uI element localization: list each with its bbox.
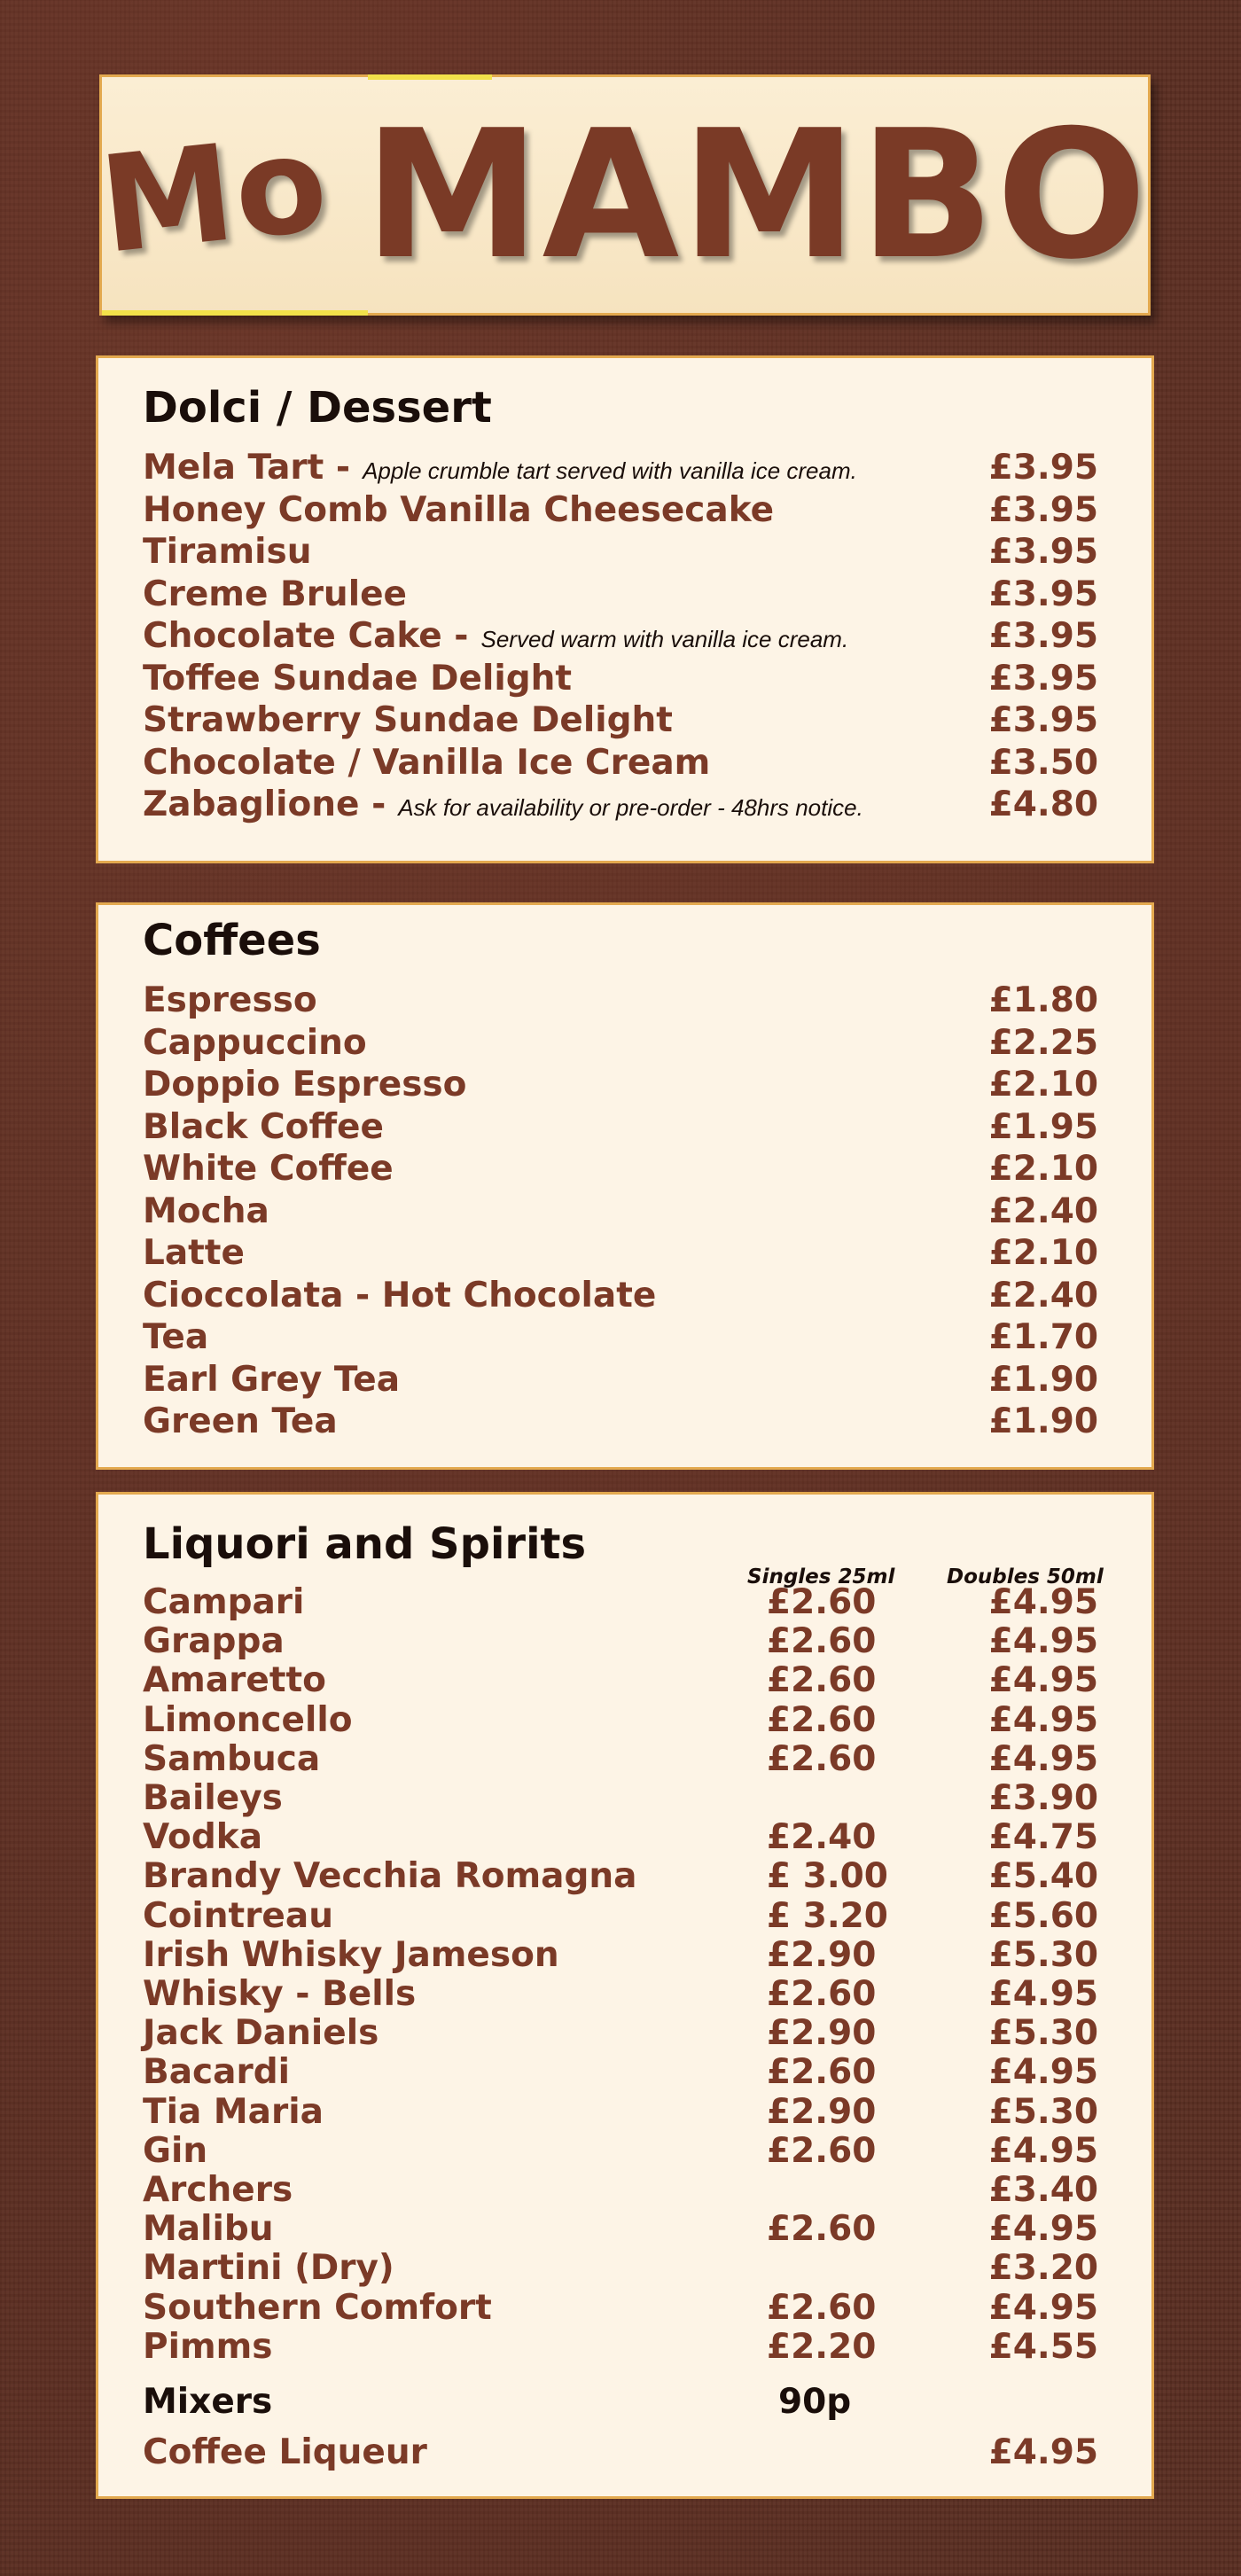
item-price: £3.95 [988,448,1098,488]
coffee-liqueur-price: £4.95 [988,2432,1098,2472]
single-price: £2.90 [767,1934,877,1975]
single-price: £2.60 [767,1660,877,1701]
spirit-item [143,2169,1098,2211]
item-name: Chocolate / Vanilla Ice Cream [143,742,711,783]
double-price: £4.95 [988,1974,1098,2014]
double-price: £5.30 [988,1934,1098,1975]
item-name: Sambuca [143,1738,321,1779]
coffee-item [143,1316,1098,1358]
single-price: £2.20 [767,2326,877,2367]
coffee-item [143,1148,1098,1190]
coffee-item [143,1232,1098,1274]
double-price: £4.95 [988,2052,1098,2093]
logo-part-mo: Mo [93,106,336,284]
coffee-item [143,1275,1098,1316]
item-name: Baileys [143,1778,283,1818]
dessert-item [143,658,1098,699]
item-name: Irish Whisky Jameson [143,1934,559,1975]
item-name: Tia Maria [143,2091,324,2132]
dessert-title: Dolci / Dessert [143,383,492,433]
singles-column-header: Singles 25ml [747,1565,895,1589]
single-price: £2.90 [767,2091,877,2132]
item-price: £2.10 [988,1233,1098,1273]
doubles-column-header: Doubles 50ml [947,1565,1104,1589]
item-price: £3.95 [988,574,1098,614]
coffee-item [143,1359,1098,1401]
item-name: Campari [143,1582,305,1622]
item-name: Black Coffee [143,1106,384,1147]
single-price: £2.40 [767,1817,877,1858]
single-price: £ 3.00 [767,1856,888,1897]
item-name: Southern Comfort [143,2287,492,2328]
item-name: Espresso [143,980,317,1020]
coffee-item [143,1106,1098,1148]
coffee-item [143,1190,1098,1232]
item-name: Amaretto [143,1660,326,1701]
single-price: £2.60 [767,2052,877,2093]
coffee-liqueur-row [143,2432,1098,2473]
item-name: Brandy Vecchia Romagna [143,1856,637,1897]
item-name: Earl Grey Tea [143,1359,401,1400]
dessert-item [143,447,1098,488]
spirit-item [143,1699,1098,1741]
item-name: Limoncello [143,1699,353,1740]
coffee-item [143,1401,1098,1442]
item-price: £1.80 [988,980,1098,1020]
spirit-item [143,2287,1098,2329]
item-price: £3.95 [988,658,1098,699]
item-price: £3.95 [988,532,1098,572]
spirit-item [143,1777,1098,1819]
item-name: Gin [143,2130,208,2171]
double-price: £3.20 [988,2248,1098,2289]
dessert-item [143,699,1098,741]
double-price: £4.95 [988,1738,1098,1779]
coffees-title: Coffees [143,916,321,965]
item-name: Cioccolata - Hot Chocolate [143,1275,657,1315]
item-description: Apple crumble tart served with vanilla ice cream. [363,457,857,484]
double-price: £3.40 [988,2170,1098,2210]
item-name: Strawberry Sundae Delight [143,700,673,740]
double-price: £5.40 [988,1856,1098,1897]
dessert-item [143,784,1098,825]
spirit-item [143,1738,1098,1780]
item-price: £1.95 [988,1106,1098,1147]
item-name: White Coffee [143,1149,394,1189]
double-price: £4.55 [988,2326,1098,2367]
double-price: £4.95 [988,2209,1098,2250]
coffee-item [143,1022,1098,1064]
double-price: £5.30 [988,2091,1098,2132]
coffee-item [143,980,1098,1021]
item-name: Toffee Sundae Delight [143,658,573,699]
dessert-section [96,355,1154,863]
item-name: Chocolate Cake - [143,616,469,656]
single-price: £2.60 [767,1738,877,1779]
single-price: £2.60 [767,1699,877,1740]
double-price: £4.95 [988,1699,1098,1740]
double-price: £4.95 [988,1582,1098,1622]
item-price: £2.25 [988,1022,1098,1063]
dessert-item [143,742,1098,784]
mixers-price: 90p [778,2382,852,2422]
item-price: £3.95 [988,489,1098,530]
item-name: Tiramisu [143,532,312,572]
dessert-item [143,489,1098,531]
item-name: Zabaglione - [143,785,386,824]
item-price: £4.80 [988,785,1098,824]
spirits-title: Liquori and Spirits [143,1519,587,1569]
mixers-row [143,2381,1098,2423]
dessert-item [143,615,1098,657]
spirit-item [143,1855,1098,1897]
coffee-item [143,1064,1098,1105]
spirit-item [143,2051,1098,2093]
single-price: £2.60 [767,1582,877,1622]
item-name: Cappuccino [143,1022,367,1063]
item-name: Vodka [143,1817,263,1858]
double-price: £4.95 [988,1660,1098,1701]
single-price: £2.90 [767,2013,877,2054]
item-name: Mocha [143,1190,269,1231]
item-name: Bacardi [143,2052,290,2093]
spirit-item [143,1934,1098,1976]
item-description: Ask for availability or pre-order - 48hrs notice. [398,794,863,821]
double-price: £4.95 [988,1621,1098,1662]
item-name: Tea [143,1317,209,1357]
spirit-item [143,1816,1098,1858]
item-name: Creme Brulee [143,574,407,614]
single-price: £2.60 [767,2209,877,2250]
item-name: Cointreau [143,1895,333,1936]
spirit-item [143,1973,1098,2015]
single-price: £ 3.20 [767,1895,888,1936]
spirit-item [143,2208,1098,2250]
double-price: £5.30 [988,2013,1098,2054]
item-price: £2.40 [988,1190,1098,1231]
spirit-item [143,2091,1098,2133]
item-name: Pimms [143,2326,273,2367]
item-price: £1.70 [988,1317,1098,1357]
single-price: £2.60 [767,2287,877,2328]
double-price: £4.95 [988,2130,1098,2171]
spirit-item [143,2130,1098,2172]
item-name: Whisky - Bells [143,1974,417,2014]
item-name: Honey Comb Vanilla Cheesecake [143,489,775,530]
coffee-liqueur-name: Coffee Liqueur [143,2432,427,2472]
item-description: Served warm with vanilla ice cream. [480,626,849,652]
spirit-item [143,1659,1098,1701]
item-name: Archers [143,2170,293,2210]
spirit-item [143,2326,1098,2368]
item-name: Malibu [143,2209,274,2250]
mixers-name: Mixers [143,2382,273,2422]
item-price: £1.90 [988,1359,1098,1400]
logo [93,77,1149,313]
spirit-item [143,1620,1098,1662]
item-name: Martini (Dry) [143,2248,394,2289]
item-name: Grappa [143,1621,285,1662]
double-price: £5.60 [988,1895,1098,1936]
item-name: Mela Tart - [143,448,351,488]
double-price: £4.75 [988,1817,1098,1858]
coffees-section [96,902,1154,1470]
single-price: £2.60 [767,1974,877,2014]
item-name: Latte [143,1233,245,1273]
spirit-item [143,2012,1098,2054]
spirit-item [143,2247,1098,2289]
item-name: Green Tea [143,1401,338,1441]
item-price: £3.95 [988,616,1098,656]
double-price: £4.95 [988,2287,1098,2328]
single-price: £2.60 [767,1621,877,1662]
item-price: £2.40 [988,1275,1098,1315]
item-price: £2.10 [988,1149,1098,1189]
logo-part-mambo: MAMBO [363,91,1149,299]
spirit-item [143,1895,1098,1937]
item-price: £2.10 [988,1065,1098,1105]
item-price: £3.95 [988,700,1098,740]
dessert-item [143,531,1098,573]
dessert-item [143,574,1098,615]
logo-banner [93,74,1151,316]
spirits-section [96,1492,1154,2499]
single-price: £2.60 [767,2130,877,2171]
item-price: £3.50 [988,742,1098,783]
item-price: £1.90 [988,1401,1098,1441]
item-name: Jack Daniels [143,2013,379,2054]
double-price: £3.90 [988,1778,1098,1818]
spirit-item [143,1581,1098,1623]
item-name: Doppio Espresso [143,1065,467,1105]
